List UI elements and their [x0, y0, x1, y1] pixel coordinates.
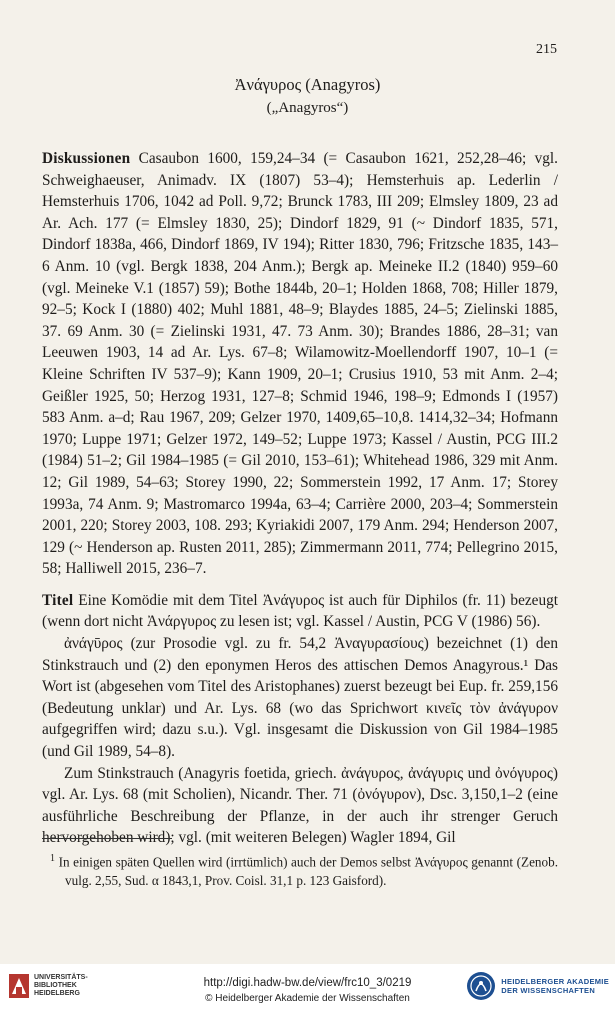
titel-text: Eine Komödie mit dem Titel Ἀνάγυρος ist auch für Diphilos (fr. 11) bezeugt (wenn dort nicht Ἀνάργυρος zu lesen ist; vgl. Kassel / Austin, PCG V (1986) 56).: [42, 591, 558, 631]
titel-label: Titel: [42, 591, 74, 609]
footnote-text: In einigen späten Quellen wird (irrtümlich) auch der Demos selbst Ἀνάγυρος genannt (Zenob. vulg. 2,55, Sud. α 1843,1, Prov. Coisl. 31,1 p. 123 Gaisford).: [58, 854, 558, 889]
entry-title-latin: (Anagyros): [305, 75, 381, 94]
paragraph-anagyros: ἀνάγῡρος (zur Prosodie vgl. zu fr. 54,2 Ἀναγυρασίους) bezeichnet (1) den Stinkstrauch und (2) den eponymen Heros des attischen Demos Anagyrous.¹ Das Wort ist (abgesehen vom Titel des Aristophanes) zuerst bezeugt bei Eup. fr. 259,156 (Bedeutung unklar) und Ar. Lys. 68 (wo das Sprichwort κινεῖς τὸν ἀνάγυρον aufgegriffen wird; dazu s.u.). Vgl. insgesamt die Diskussion von Gil 1984–1985 (und Gil 1989, 54–8).: [42, 635, 558, 761]
footnote: [42, 849, 558, 890]
copyright-notice: © Heidelberger Akademie der Wissenschaften: [205, 993, 410, 1004]
hadw-logo-text: HEIDELBERGER AKADEMIE DER WISSENSCHAFTEN: [501, 977, 609, 995]
hadw-emblem-icon: [466, 971, 496, 1001]
hadw-logo[interactable]: [466, 971, 609, 1001]
ub-logo-text: UNIVERSITÄTS- BIBLIOTHEK HEIDELBERG: [34, 974, 88, 997]
permalink[interactable]: http://digi.hadw-bw.de/view/frc10_3/0219: [203, 977, 412, 989]
footnote-marker: 1: [50, 853, 55, 864]
footer-bar: [0, 964, 615, 1010]
entry-header: [0, 74, 615, 119]
entry-title-greek: Ἀνάγυρος: [234, 75, 302, 94]
entry-title: [0, 74, 615, 96]
titel-section: [42, 590, 558, 633]
page-number: 215: [536, 42, 557, 57]
discussion-text: Casaubon 1600, 159,24–34 (= Casaubon 1621, 252,28–46; vgl. Schweighaeuser, Animadv. IX (1807) 53–4); Hemsterhuis ap. Lederlin / Hemsterhuis 1706, 1042 ad Poll. 9,72; Brunck 1783, III 209; Elmsley 1809, 23 ad Ar. Ach. 177 (= Elmsley 1830, 25); Dindorf 1829, 91 (~ Dindorf 1835, 571, Dindorf 1838a, 466, Dindorf 1869, IV 194); Ritter 1830, 796; Fritzsche 1835, 143–6 Anm. 10 (vgl. Bergk 1838, 204 Anm.); Bergk ap. Meineke II.2 (1840) 959–60 (vgl. Meineke V.1 (1857) 59); Bothe 1844b, 20–1; Holden 1868, 708; Hiller 1879, 92–5; Kock I (1880) 402; Muhl 1881, 48–9; Blaydes 1885, 24–5; Zielinski 1885, 37. 69 Anm. 30 (= Zielinski 1931, 47. 73 Anm. 30); Brandes 1886, 28–31; van Leeuwen 1903, 14 ad Ar. Lys. 67–8; Wilamowitz-Moellendorff 1907, 10–1 (= Kleine Schriften IV 537–9); Kann 1909, 20–1; Crusius 1910, 53 mit Anm. 2–4; Geißler 1925, 50; Herzog 1931, 127–8; Schmid 1946, 198–9; Edmonds I (1957) 583 Anm. a–d; Rau 1967, 209; Gelzer 1970, 1409,65–10,8. 1414,32–34; Hofmann 1970; Luppe 1971; Gelzer 1972, 149–52; Luppe 1973; Kassel / Austin, PCG III.2 (1984) 51–2; Gil 1984–1985 (= Gil 2010, 153–61); Whitehead 1986, 329 mit Anm. 12; Gil 1989, 54–63; Storey 1990, 22; Sommerstein 1992, 17 Anm. 17; Storey 1993a, 74 Anm. 9; Mastromarco 1994a, 63–4; Carrière 2000, 203–4; Sommerstein 2001, 220; Storey 2003, 108. 293; Kyriakidi 2007, 179 Anm. 294; Henderson 2007, 129 (~ Henderson ap. Rusten 2011, 285); Zimmermann 2011, 774; Pellegrino 2015, 58; Halliwell 2015, 236–7.: [42, 150, 558, 578]
paragraph-stinkstrauch: Zum Stinkstrauch (Anagyris foetida, griech. ἀνάγυρος, ἀνάγυρις und ὀνόγυρος) vgl. Ar. Lys. 68 (mit Scholien), Nicandr. Ther. 71 (ὀνόγυρον), Dsc. 3,150,1–2 (eine ausführliche Beschreibung der Pflanze, in der auch ihr strenger Geruch hervorgehoben wird); vgl. (mit weiteren Belegen) Wagler 1894, Gil: [42, 764, 558, 847]
footnote-rule: [42, 838, 172, 839]
discussion-label: Diskussionen: [42, 150, 131, 167]
entry-subtitle: („Anagyros“): [266, 100, 349, 116]
body-text: [42, 148, 558, 849]
discussion-section: [42, 148, 558, 580]
